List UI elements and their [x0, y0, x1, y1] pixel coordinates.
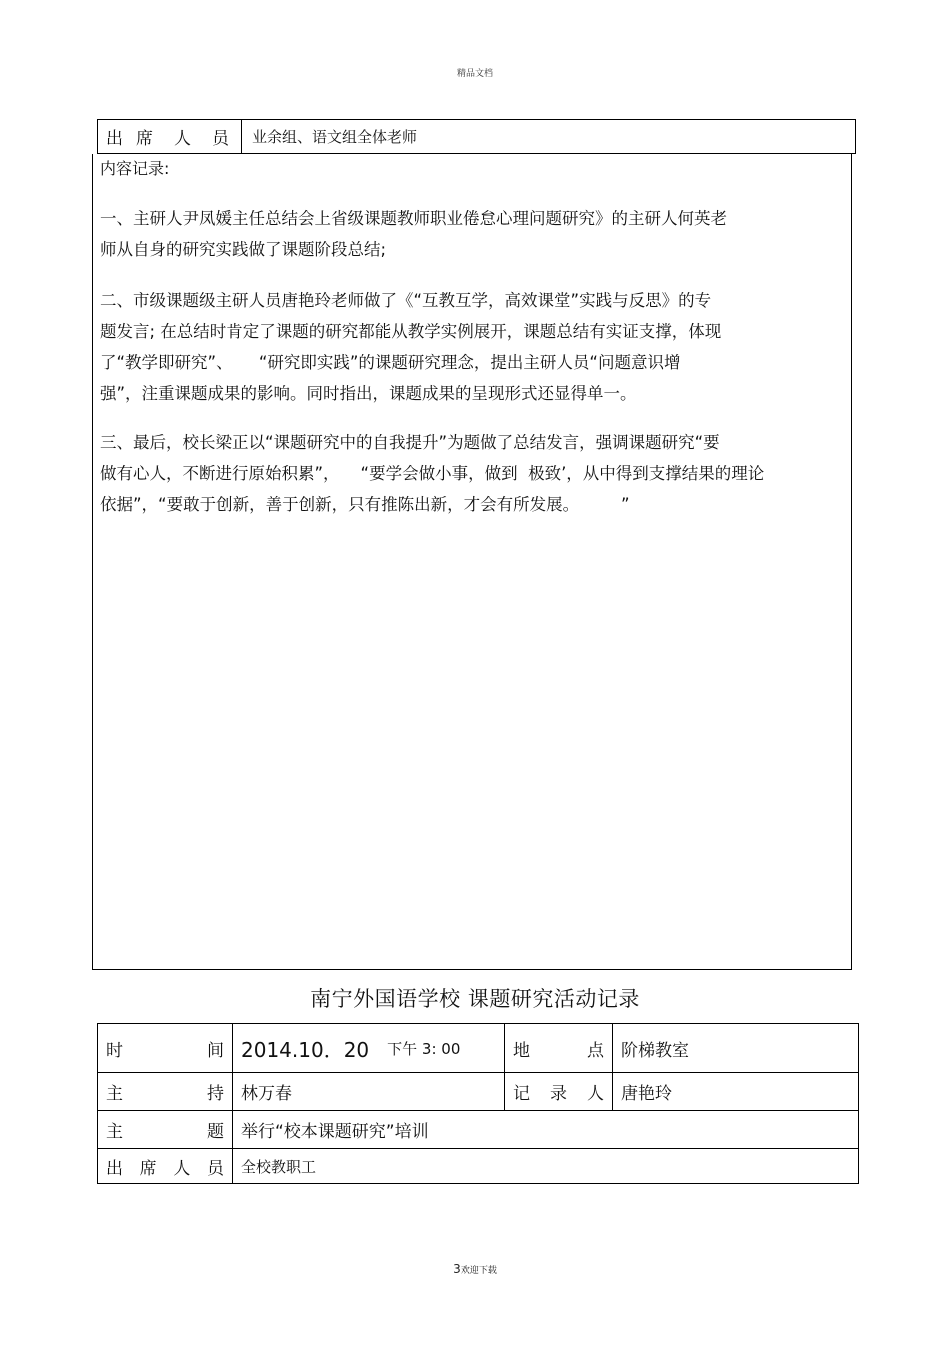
paragraph-2 — [100, 285, 721, 409]
topic-value: 举行“校本课题研究”培训 — [241, 1122, 429, 1142]
attend-value: 全校教职工 — [241, 1157, 317, 1176]
paragraph-line: 了“教学即研究”、 “研究即实践”的课题研究理念，提出主研人员“问题意识增 — [100, 353, 681, 372]
table-row — [98, 1024, 858, 1073]
content-heading: 内容记录: — [100, 159, 170, 178]
attendees-value: 业余组、语文组全体老师 — [252, 128, 418, 146]
time-label: 时 间 — [98, 1024, 233, 1072]
activity-record-table — [97, 1023, 859, 1184]
page-title: 南宁外国语学校 课题研究活动记录 — [310, 987, 640, 1011]
top-attendees-row — [97, 119, 856, 154]
paragraph-line: 一、主研人尹凤媛主任总结会上省级课题教师职业倦怠心理问题研究》的主研人何英老 — [100, 209, 727, 228]
table-row — [98, 1073, 858, 1111]
place-label: 地 点 — [505, 1024, 613, 1072]
paragraph-line: 师从自身的研究实践做了课题阶段总结; — [100, 240, 387, 259]
paragraph-line: 题发言; 在总结时肯定了课题的研究都能从教学实例展开，课题总结有实证支撑，体现 — [100, 322, 722, 341]
paragraph-line: 二、市级课题级主研人员唐艳玲老师做了《“互教互学，高效课堂”实践与反思》的专 — [100, 291, 712, 310]
attend-label: 出 席 人 员 — [98, 1149, 233, 1183]
topic-label: 主 题 — [98, 1111, 233, 1148]
paragraph-line: 三、最后，校长梁正以“课题研究中的自我提升”为题做了总结发言，强调课题研究“要 — [100, 433, 720, 452]
footer-text: 欢迎下载 — [460, 1266, 497, 1276]
host-value: 林万春 — [233, 1073, 505, 1110]
recorder-value: 唐艳玲 — [621, 1084, 672, 1104]
paragraph-3 — [100, 427, 764, 520]
page-number: 3 — [453, 1262, 461, 1276]
attendees-label: 出 席 人 员 — [98, 120, 242, 153]
paragraph-1 — [100, 203, 727, 265]
time-value: 2014.10．20 下午 3: 00 — [233, 1024, 505, 1072]
content-record-box — [92, 154, 852, 970]
page-footer — [0, 1262, 950, 1276]
table-row — [98, 1111, 858, 1149]
recorder-label: 记 录 人 — [505, 1073, 613, 1110]
place-value: 阶梯教室 — [621, 1040, 689, 1061]
header-watermark: 精品文档 — [456, 69, 493, 79]
host-label: 主 持 — [98, 1073, 233, 1110]
paragraph-line: 做有心人，不断进行原始积累”， “要学会做小事，做到 极致’，从中得到支撑结果的理论 — [100, 464, 765, 483]
table-row — [98, 1149, 858, 1183]
paragraph-line: 依据”，“要敢于创新，善于创新，只有推陈出新，才会有所发展。 ” — [100, 495, 630, 514]
paragraph-line: 强”，注重课题成果的影响。同时指出，课题成果的呈现形式还显得单一。 — [100, 384, 637, 403]
